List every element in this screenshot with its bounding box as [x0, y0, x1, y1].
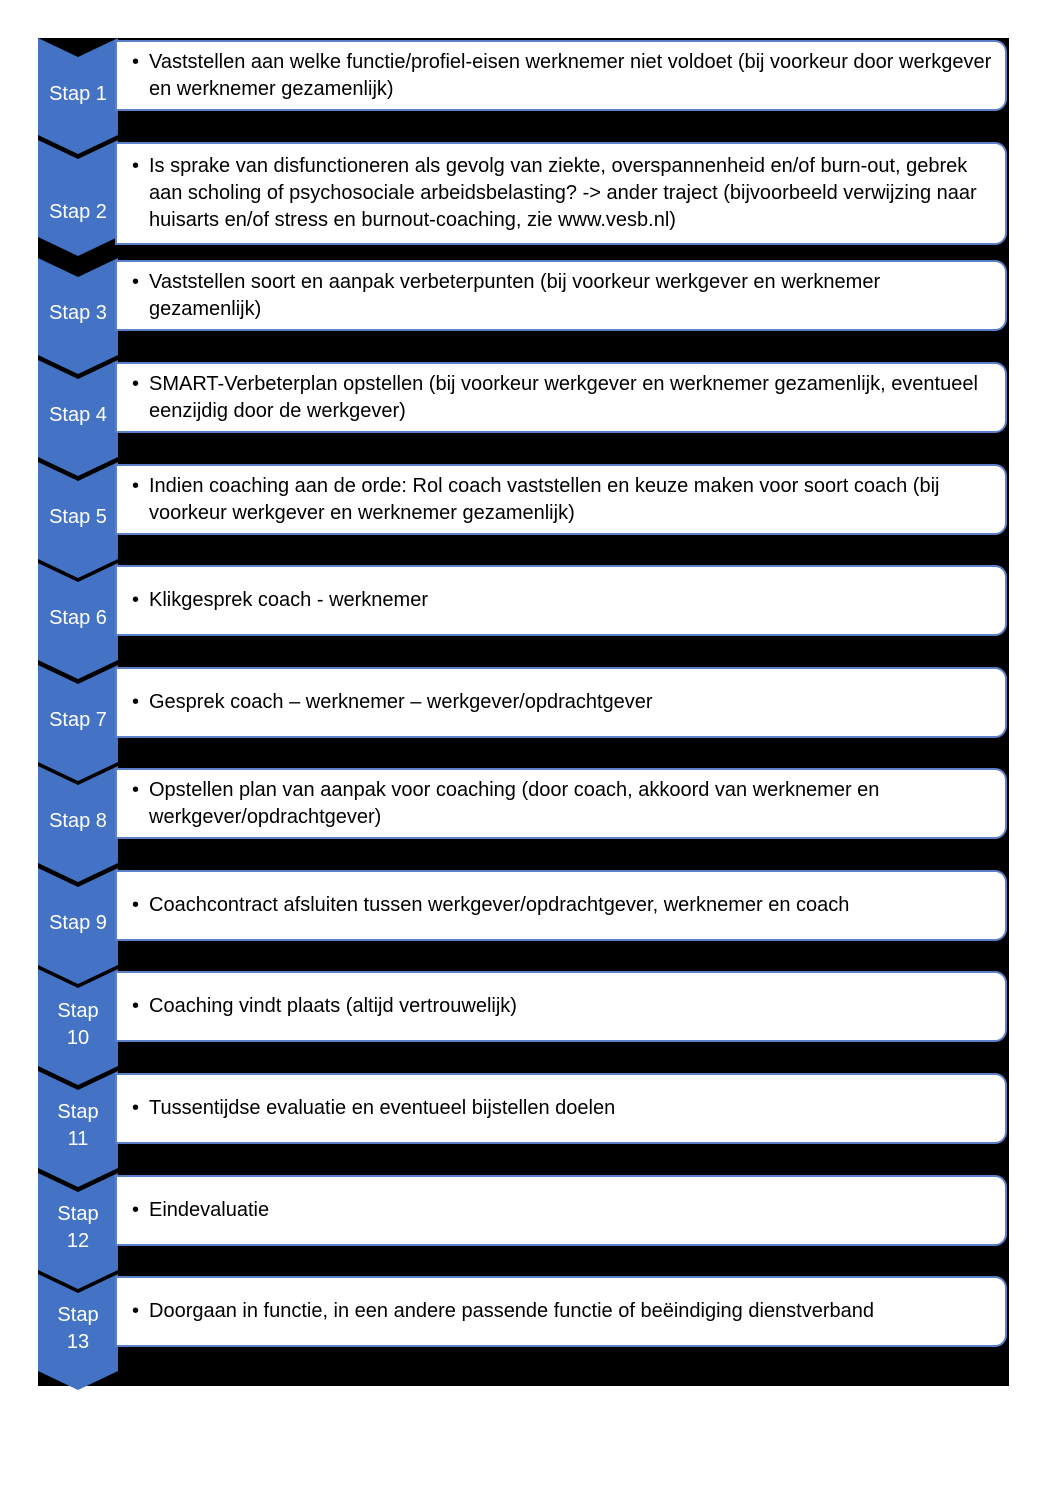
chevron-shape: [38, 140, 118, 256]
step-description-box: [115, 971, 1007, 1042]
step-label: Stap 6: [49, 607, 107, 629]
step-description-box: [115, 1276, 1007, 1347]
step-label: Stap 1: [49, 83, 107, 105]
step-description: • SMART-Verbeterplan opstellen (bij voorkeur werkgever en werknemer gezamenlijk, eventueel eenzijdig door de werkgever): [125, 371, 997, 425]
step-description-box: [115, 464, 1007, 535]
step-description-box: [115, 667, 1007, 738]
process-flow-diagram: [38, 38, 1009, 1386]
step-label: Stap 12: [57, 1203, 99, 1252]
step-description-box: [115, 1175, 1007, 1246]
step-label: Stap 5: [49, 506, 107, 528]
step-description: • Doorgaan in functie, in een andere passende functie of beëindiging dienstverband: [125, 1298, 874, 1325]
step-label: Stap 7: [49, 709, 107, 731]
step-label: Stap 2: [49, 201, 107, 223]
step-description-box: [115, 362, 1007, 433]
step-label: Stap 3: [49, 302, 107, 324]
step-description: • Vaststellen soort en aanpak verbeterpunten (bij voorkeur werkgever en werknemer gezamenlijk): [125, 269, 997, 323]
step-label: Stap 4: [49, 404, 107, 426]
step-description: • Opstellen plan van aanpak voor coaching (door coach, akkoord van werknemer en werkgever/opdrachtgever): [125, 777, 997, 831]
step-description: • Eindevaluatie: [125, 1197, 269, 1224]
step-description: • Coachcontract afsluiten tussen werkgever/opdrachtgever, werknemer en coach: [125, 892, 849, 919]
step-description: • Is sprake van disfunctioneren als gevolg van ziekte, overspannenheid en/of burn-out, gebrek aan scholing of psychosociale arbeidsbelasting? -> ander traject (bijvoorbeeld verwijzing naar huisarts en/of stress en burnout-coaching, zie www.vesb.nl): [125, 153, 997, 234]
step-label: Stap 11: [57, 1101, 99, 1150]
step-description: • Gesprek coach – werknemer – werkgever/opdrachtgever: [125, 689, 653, 716]
step-description-box: [115, 870, 1007, 941]
step-description-box: [115, 1073, 1007, 1144]
step-description-box: [115, 565, 1007, 636]
step-description-box: [115, 40, 1007, 111]
step-description: • Vaststellen aan welke functie/profiel-eisen werknemer niet voldoet (bij voorkeur door werkgever en werknemer gezamenlijk): [125, 49, 997, 103]
step-description: • Indien coaching aan de orde: Rol coach vaststellen en keuze maken voor soort coach (bij voorkeur werkgever en werknemer gezamenlijk): [125, 473, 997, 527]
step-label: Stap 9: [49, 912, 107, 934]
step-chevron: [38, 140, 118, 256]
step-label: Stap 13: [57, 1304, 99, 1353]
step-description: • Tussentijdse evaluatie en eventueel bijstellen doelen: [125, 1095, 615, 1122]
step-description: • Klikgesprek coach - werknemer: [125, 587, 428, 614]
step-description: • Coaching vindt plaats (altijd vertrouwelijk): [125, 993, 517, 1020]
step-description-box: [115, 260, 1007, 331]
step-description-box: [115, 768, 1007, 839]
step-label: Stap 8: [49, 810, 107, 832]
step-label: Stap 10: [57, 1000, 99, 1049]
step-description-box: [115, 142, 1007, 245]
